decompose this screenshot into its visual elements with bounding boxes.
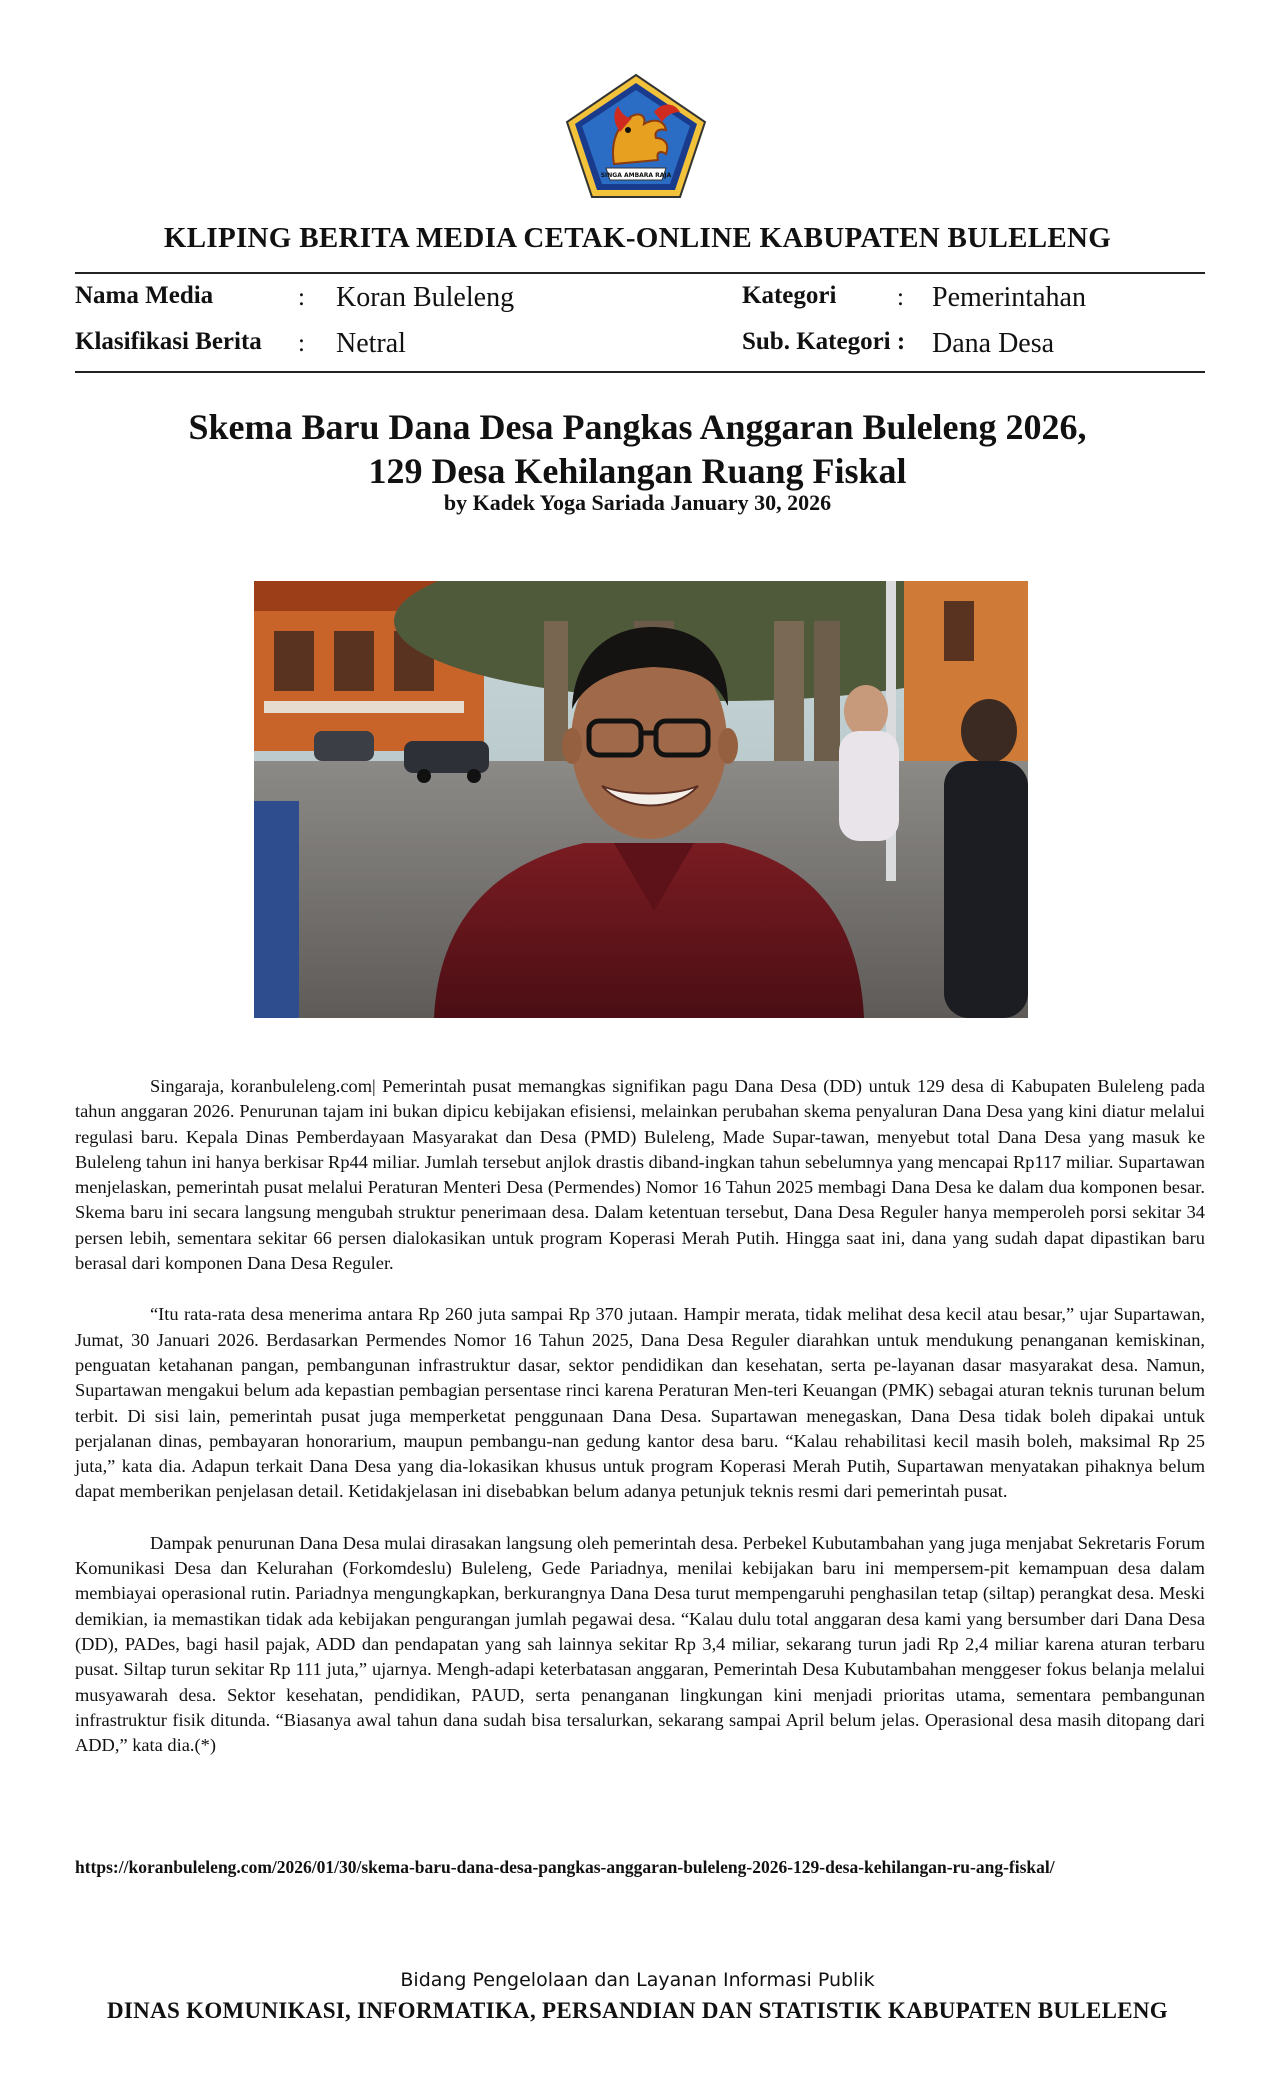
clipping-header-title: KLIPING BERITA MEDIA CETAK-ONLINE KABUPATEN BULELENG [163, 222, 1112, 254]
article-photo-graphic [254, 581, 1028, 1018]
article-title-line-2: 129 Desa Kehilangan Ruang Fiskal [368, 451, 907, 491]
article-photo [254, 581, 1028, 1018]
header-bottom-divider [75, 371, 1205, 373]
article-paragraph: Singaraja, koranbuleleng.com| Pemerintah pusat memangkas signifikan pagu Dana Desa (DD) untuk 129 desa di Kabupaten Buleleng pada tahun anggaran 2026. Penurunan tajam ini bukan dipicu kebijakan efisiensi, melainkan perubahan skema penyaluran Dana Desa yang kini diatur melalui regulasi baru. Kepala Dinas Pemberdayaan Masyarakat dan Desa (PMD) Buleleng, Made Supar-tawan, menyebut total Dana Desa yang masuk ke Buleleng tahun ini hanya berkisar Rp44 miliar. Jumlah tersebut anjlok drastis diband-ingkan tahun sebelumnya yang mencapai Rp117 miliar. Supartawan menjelaskan, pemerintah pusat melalui Peraturan Menteri Desa (Permendes) Nomor 16 Tahun 2025 membagi Dana Desa ke dalam dua komponen besar. Skema baru ini secara langsung mengubah struktur penerimaan desa. Dalam ketentuan tersebut, Dana Desa Reguler hanya memperoleh porsi sekitar 34 persen lebih, sementara sekitar 66 persen dialokasikan untuk program Koperasi Merah Putih. Hingga saat ini, dana yang sudah dapat dipastikan baru berasal dari komponen Dana Desa Reguler. [75, 1076, 1205, 1274]
article-paragraph: Dampak penurunan Dana Desa mulai dirasakan langsung oleh pemerintah desa. Perbekel Kubutambahan yang juga menjabat Sekretaris Forum Komunikasi Desa dan Kelurahan (Forkomdeslu) Buleleng, Gede Pariadnya, menilai kebijakan baru ini mempersem-pit kemampuan desa dalam membiayai operasional rutin. Pariadnya mengungkapkan, berkurangnya Dana Desa turut mempengaruhi penghasilan tetap (siltap) perangkat desa. Meski demikian, ia memastikan tidak ada kebijakan pengurangan jumlah pegawai desa. “Kalau dulu total anggaran desa kami yang bersumber dari Dana Desa (DD), PADes, bagi hasil pajak, ADD dan pendapatan yang sah lainnya sekitar Rp 3,4 miliar, sekarang turun jadi Rp 2,4 miliar karena aturan terbaru pusat. Siltap turun sekitar Rp 111 juta,” ujarnya. Mengh-adapi keterbatasan anggaran, Pemerintah Desa Kubutambahan menggeser fokus belanja melalui musyawarah desa. Sektor kesehatan, pendidikan, PAUD, serta penanganan lingkungan kini menjadi prioritas utama, sementara pembangunan infrastruktur fisik ditunda. “Biasanya awal tahun dana sudah bisa tersalurkan, sekarang sampai April belum jelas. Operasional desa masih ditopang dari ADD,” kata dia.(*) [75, 1532, 1205, 1756]
footer-agency-name: DINAS KOMUNIKASI, INFORMATIKA, PERSANDIAN DAN STATISTIK KABUPATEN BULELENG [107, 1998, 1168, 2023]
media-name-value: Koran Buleleng [336, 282, 515, 313]
article-byline: by Kadek Yoga Sariada January 30, 2026 [443, 490, 832, 515]
article-paragraph: “Itu rata-rata desa menerima antara Rp 260 juta sampai Rp 370 jutaan. Hampir merata, tidak melihat desa kecil atau besar,” ujar Supartawan, Jumat, 30 Januari 2026. Berdasarkan Permendes Nomor 16 Tahun 2025, Dana Desa Reguler diarahkan untuk mendukung penanganan kemiskinan, penguatan ketahanan pangan, pembangunan infrastruktur dasar, sektor pendidikan dan kesehatan, serta pe-layanan dasar masyarakat desa. Namun, Supartawan mengakui belum ada kepastian pembagian persentase rinci karena Peraturan Men-teri Keuangan (PMK) sebagai aturan teknis turunan belum terbit. Di sisi lain, pemerintah pusat juga memperketat penggunaan Dana Desa. Supartawan menegaskan, Dana Desa tidak boleh dipakai untuk perjalanan dinas, pembayaran honorarium, maupun pembangu-nan gedung kantor desa baru. “Kalau rehabilitasi kecil masih boleh, maksimal Rp 25 juta,” kata dia. Adapun terkait Dana Desa yang dia-lokasikan khusus untuk program Koperasi Merah Putih, Supartawan menyatakan pihaknya belum dapat memberikan penjelasan detail. Ketidakjelasan ini disebabkan belum adanya petunjuk teknis resmi dari pemerintah pusat. [75, 1304, 1205, 1502]
clipping-metadata [0, 0, 1275, 380]
article-title-line-1: Skema Baru Dana Desa Pangkas Anggaran Buleleng 2026, [188, 407, 1087, 447]
footer-division-name: Bidang Pengelolaan dan Layanan Informasi Publik [400, 1969, 875, 1991]
media-name-colon: : [298, 284, 305, 311]
category-value: Pemerintahan [932, 282, 1086, 313]
media-name-label: Nama Media [75, 282, 214, 309]
article-body [75, 1074, 1205, 1784]
subcategory-value: Dana Desa [932, 328, 1055, 359]
classification-label: Klasifikasi Berita [75, 328, 262, 355]
source-url-link[interactable]: https://koranbuleleng.com/2026/01/30/skema-baru-dana-desa-pangkas-anggaran-buleleng-2026-129-desa-kehilangan-ru-ang-fiskal/ [75, 1857, 1055, 1877]
category-colon: : [897, 284, 904, 311]
article-title [0, 405, 1275, 493]
subcategory-label: Sub. Kategori : [742, 328, 906, 355]
category-label: Kategori [742, 282, 837, 309]
classification-value: Netral [336, 328, 406, 359]
emblem-motto: SINGA AMBARA RAJA [600, 172, 672, 179]
classification-colon: : [298, 330, 305, 357]
